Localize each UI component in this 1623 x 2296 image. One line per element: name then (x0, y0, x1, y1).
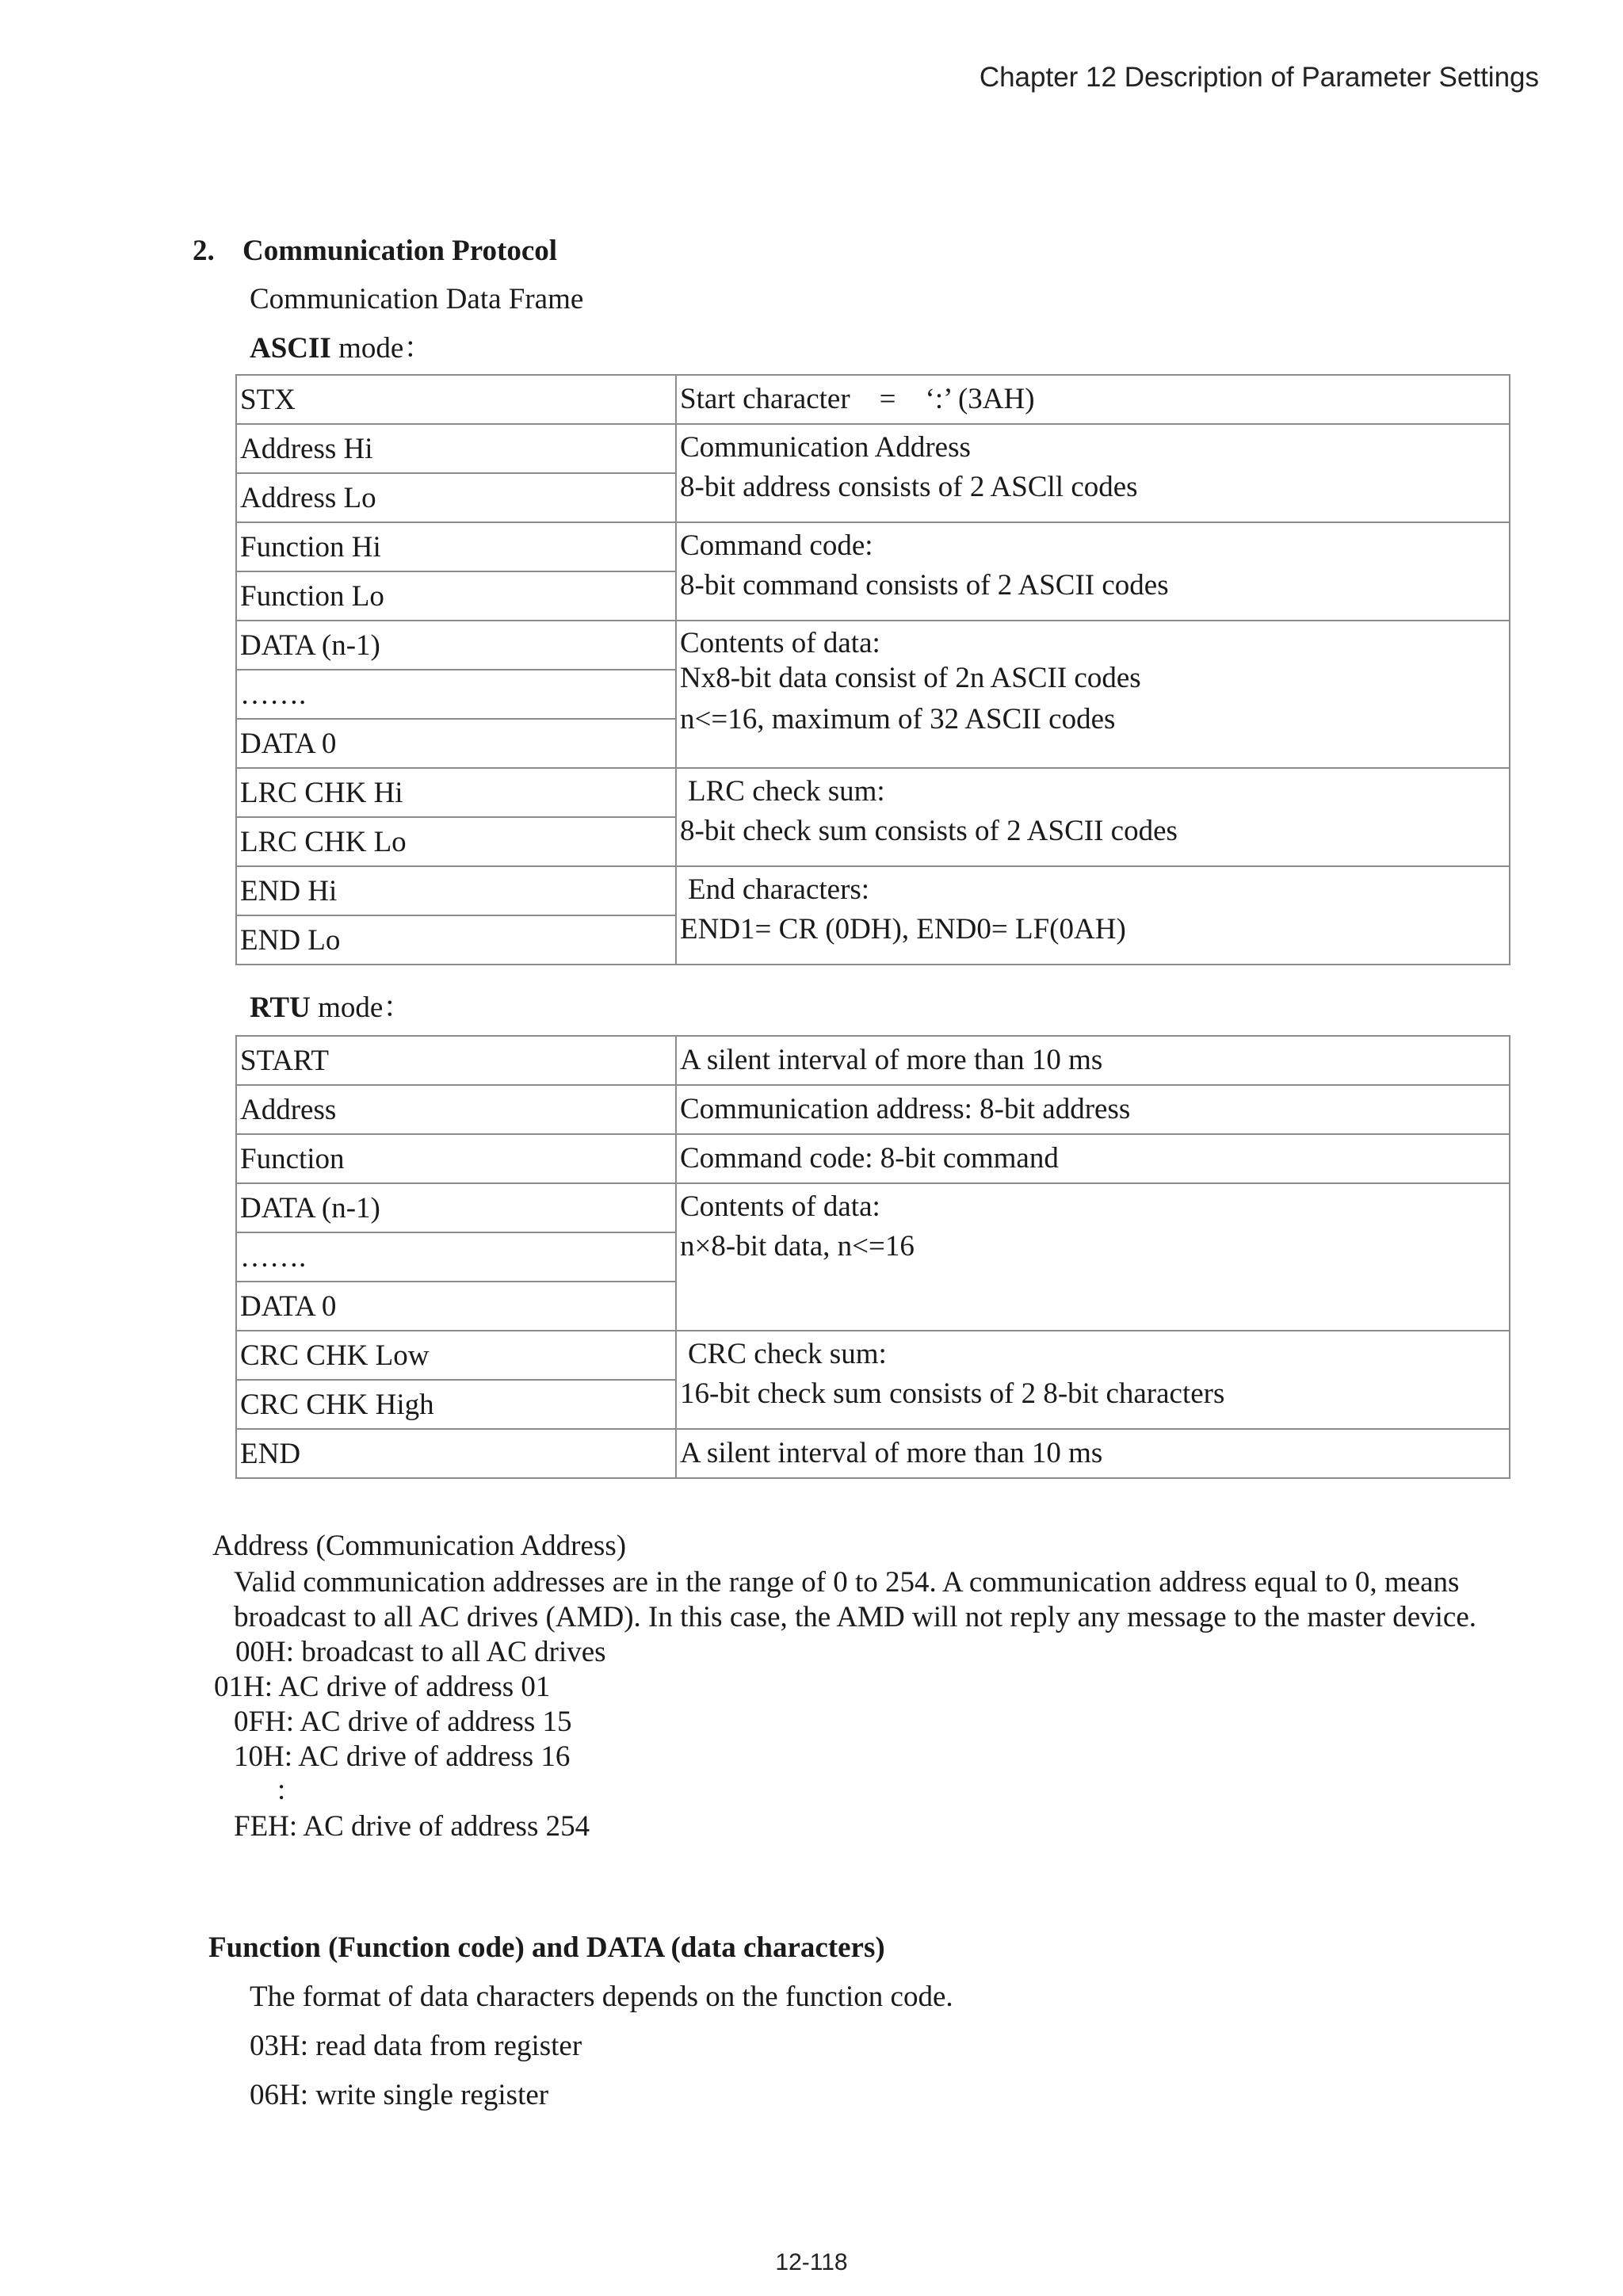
address-paragraph-line2: broadcast to all AC drives (AMD). In this case, the AMD will not reply any message to the master device. (234, 1601, 1477, 1633)
address-item: FEH: AC drive of address 254 (234, 1810, 590, 1843)
ascii-data-first-cell: DATA (n-1) (236, 621, 676, 670)
page-number: 12-118 (775, 2249, 848, 2275)
ascii-function-hi-cell: Function Hi (236, 522, 676, 571)
table-row (236, 375, 1510, 424)
function-section-title: Function (Function code) and DATA (data characters) (208, 1931, 885, 1964)
rtu-data-last-cell: DATA 0 (236, 1282, 676, 1331)
rtu-function-cell: Function (236, 1134, 676, 1183)
rtu-crc-low-cell: CRC CHK Low (236, 1331, 676, 1380)
rtu-crc-desc-line1: CRC check sum: (688, 1338, 887, 1370)
ascii-function-desc-line2: 8-bit command consists of 2 ASCII codes (680, 569, 1169, 602)
ascii-end-hi-cell: END Hi (236, 866, 676, 915)
rtu-crc-desc (676, 1331, 1510, 1429)
rtu-crc-high-cell: CRC CHK High (236, 1380, 676, 1429)
table-row (236, 1183, 1510, 1232)
ascii-frame-table (235, 374, 1510, 965)
ascii-data-desc-line2: Nx8-bit data consist of 2n ASCII codes (680, 662, 1141, 694)
ascii-data-desc-line3: n<=16, maximum of 32 ASCII codes (680, 703, 1116, 735)
address-item-ellipsis: : (277, 1774, 286, 1806)
rtu-data-desc-line1: Contents of data: (680, 1190, 880, 1223)
address-item: 00H: broadcast to all AC drives (235, 1636, 606, 1668)
page-header: Chapter 12 Description of Parameter Settings (979, 62, 1539, 93)
table-row (236, 1429, 1510, 1478)
rtu-mode-heading (250, 991, 412, 1026)
ascii-data-desc (676, 621, 1510, 768)
ascii-stx-cell: STX (236, 375, 676, 424)
ascii-stx-desc: Start character = ‘:’ (3AH) (676, 375, 1510, 424)
ascii-lrc-desc-line1: LRC check sum: (688, 775, 885, 808)
rtu-end-cell: END (236, 1429, 676, 1478)
ascii-end-desc (676, 866, 1510, 965)
ascii-address-desc-line2: 8-bit address consists of 2 ASCll codes (680, 471, 1138, 503)
rtu-start-cell: START (236, 1036, 676, 1085)
address-section-title: Address (Communication Address) (212, 1530, 627, 1562)
ascii-end-desc-line2: END1= CR (0DH), END0= LF(0AH) (680, 913, 1126, 946)
ascii-lrc-lo-cell: LRC CHK Lo (236, 817, 676, 866)
rtu-end-desc: A silent interval of more than 10 ms (676, 1429, 1510, 1478)
table-row (236, 768, 1510, 817)
rtu-frame-table (235, 1035, 1510, 1479)
ascii-data-dots-cell: ……. (236, 670, 676, 719)
ascii-end-lo-cell: END Lo (236, 915, 676, 965)
rtu-mode-suffix: mode： (310, 991, 413, 1024)
ascii-address-lo-cell: Address Lo (236, 473, 676, 522)
function-item: 03H: read data from register (250, 2030, 582, 2062)
rtu-address-desc: Communication address: 8-bit address (676, 1085, 1510, 1134)
rtu-start-desc: A silent interval of more than 10 ms (676, 1036, 1510, 1085)
ascii-data-last-cell: DATA 0 (236, 719, 676, 768)
table-row (236, 1085, 1510, 1134)
table-row (236, 522, 1510, 571)
function-paragraph: The format of data characters depends on the function code. (250, 1981, 953, 2013)
ascii-function-desc-line1: Command code: (680, 529, 873, 562)
ascii-mode-label: ASCII (250, 332, 331, 365)
table-row (236, 424, 1510, 473)
rtu-crc-desc-line2: 16-bit check sum consists of 2 8-bit characters (680, 1377, 1225, 1410)
function-item: 06H: write single register (250, 2079, 549, 2111)
section-title: Communication Protocol (242, 235, 558, 267)
table-row (236, 866, 1510, 915)
ascii-function-lo-cell: Function Lo (236, 571, 676, 621)
ascii-address-hi-cell: Address Hi (236, 424, 676, 473)
ascii-lrc-hi-cell: LRC CHK Hi (236, 768, 676, 817)
ascii-address-desc (676, 424, 1510, 522)
address-item: 01H: AC drive of address 01 (214, 1671, 551, 1703)
ascii-data-desc-line1: Contents of data: (680, 627, 880, 659)
table-row (236, 1036, 1510, 1085)
rtu-address-cell: Address (236, 1085, 676, 1134)
ascii-mode-heading (250, 331, 433, 366)
table-row (236, 1134, 1510, 1183)
address-item: 0FH: AC drive of address 15 (234, 1706, 572, 1738)
ascii-lrc-desc-line2: 8-bit check sum consists of 2 ASCII codes (680, 815, 1178, 847)
frame-title: Communication Data Frame (250, 283, 584, 315)
ascii-mode-suffix: mode： (330, 332, 433, 365)
rtu-function-desc: Command code: 8-bit command (676, 1134, 1510, 1183)
rtu-data-desc-line2: n×8-bit data, n<=16 (680, 1230, 915, 1263)
ascii-lrc-desc (676, 768, 1510, 866)
address-item: 10H: AC drive of address 16 (234, 1740, 571, 1773)
rtu-mode-label: RTU (250, 991, 311, 1024)
section-number: 2. (193, 235, 215, 267)
rtu-data-desc (676, 1183, 1510, 1331)
address-paragraph-line1: Valid communication addresses are in the range of 0 to 254. A communication address equal to 0, means (234, 1566, 1460, 1599)
table-row (236, 1331, 1510, 1380)
table-row (236, 621, 1510, 670)
ascii-function-desc (676, 522, 1510, 621)
ascii-end-desc-line1: End characters: (688, 873, 870, 906)
rtu-data-first-cell: DATA (n-1) (236, 1183, 676, 1232)
rtu-data-dots-cell: ……. (236, 1232, 676, 1282)
ascii-address-desc-line1: Communication Address (680, 431, 971, 464)
